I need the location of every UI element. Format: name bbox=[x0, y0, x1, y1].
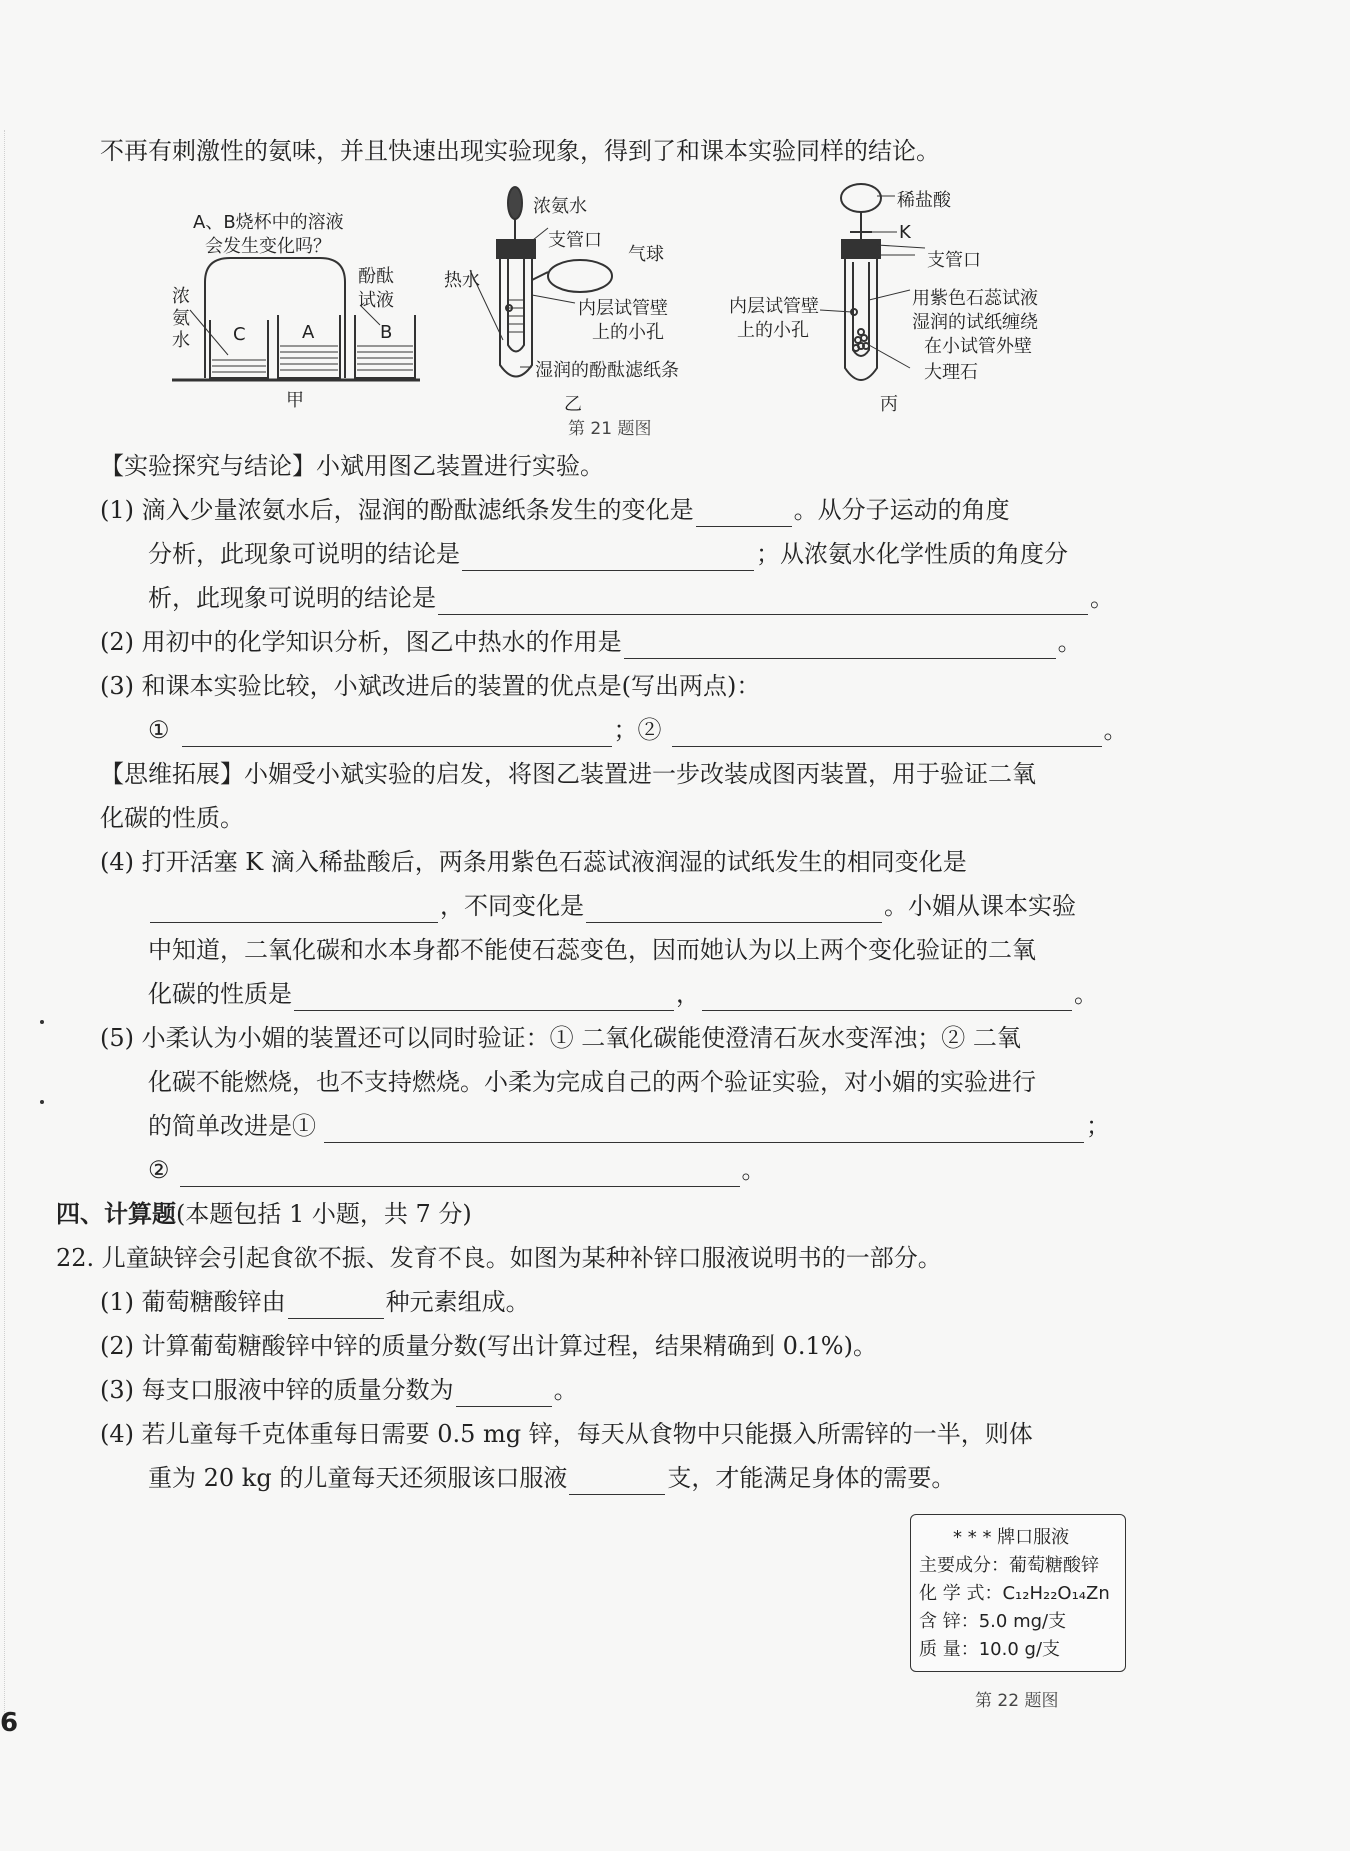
yi-label-balloon: 气球 bbox=[628, 244, 664, 265]
q3-line: (3) 和课本实验比较，小斌改进后的装置的优点是(写出两点)： bbox=[100, 672, 761, 700]
yi-label-ammonia: 浓氨水 bbox=[533, 196, 587, 217]
q22-blank-doses[interactable] bbox=[569, 1468, 665, 1495]
jia-question-line-1: A、B烧杯中的溶液 bbox=[193, 212, 344, 233]
bing-label-paper-1: 用紫色石蕊试液 bbox=[912, 288, 1038, 309]
q1-text-b: 分析，此现象可说明的结论是 bbox=[148, 540, 460, 568]
section-4-heading bbox=[56, 1197, 472, 1231]
section-4-note: (本题包括 1 小题，共 7 分) bbox=[176, 1200, 472, 1228]
q5-text-c: 的简单改进是① bbox=[148, 1112, 316, 1140]
jia-caption: 甲 bbox=[286, 390, 304, 411]
q2-line bbox=[100, 625, 1082, 659]
section-extend-line-2: 化碳的性质。 bbox=[100, 804, 244, 832]
oral-liquid-label bbox=[910, 1514, 1126, 1672]
q1-line-3 bbox=[148, 581, 1114, 615]
label-row-ingredient bbox=[919, 1551, 1099, 1577]
q5-blank-improvement-1[interactable] bbox=[324, 1116, 1084, 1143]
q22-p4-end: 支，才能满足身体的需要。 bbox=[667, 1464, 956, 1492]
q3-end: 。 bbox=[1103, 716, 1128, 744]
label-key-formula: 化 学 式： bbox=[919, 1583, 1003, 1604]
label-key-ingredient: 主要成分： bbox=[919, 1555, 1009, 1576]
bing-caption: 丙 bbox=[880, 394, 898, 415]
q5-line-1: (5) 小柔认为小媚的装置还可以同时验证：① 二氧化碳能使澄清石灰水变浑浊；② 二氧 bbox=[100, 1024, 1021, 1052]
q4-line-2 bbox=[148, 889, 1076, 923]
section-extend-title: 【思维拓展】 bbox=[100, 760, 244, 788]
beaker-c-label: C bbox=[233, 324, 246, 345]
q22-part-4-line-1: (4) 若儿童每千克体重每日需要 0.5 mg 锌，每天从食物中只能摄入所需锌的一半，则体 bbox=[100, 1420, 1033, 1448]
bing-label-k: K bbox=[899, 222, 911, 243]
label-key-zinc: 含 锌： bbox=[919, 1611, 979, 1632]
q22-part-4-line-2 bbox=[148, 1461, 955, 1495]
q1-line-1 bbox=[100, 493, 1010, 527]
label-val-formula: C₁₂H₂₂O₁₄Zn bbox=[1002, 1583, 1110, 1604]
figure-22-caption: 第 22 题图 bbox=[975, 1691, 1059, 1711]
q4-line-4 bbox=[148, 977, 1098, 1011]
jia-label-phenol-2: 试液 bbox=[358, 290, 394, 311]
label-key-mass: 质 量： bbox=[919, 1639, 979, 1660]
beaker-b-label: B bbox=[380, 322, 393, 343]
q3-blank-advantage-2[interactable] bbox=[672, 720, 1102, 747]
jia-label-nh3-1: 浓 bbox=[172, 286, 190, 307]
q5-text-d: ② bbox=[148, 1156, 170, 1184]
jia-question-line-2: 会发生变化吗？ bbox=[205, 236, 331, 257]
q1-text-a-end: 。从分子运动的角度 bbox=[793, 496, 1010, 524]
label-row-formula bbox=[919, 1579, 1110, 1605]
q5-text-d-end: 。 bbox=[741, 1156, 766, 1184]
jia-label-nh3-2: 氨 bbox=[172, 308, 190, 329]
q3-marker-1: ① bbox=[148, 716, 170, 744]
q4-blank-property-1[interactable] bbox=[294, 984, 674, 1011]
jia-label-nh3-3: 水 bbox=[172, 330, 190, 351]
q4-text-d-end: 。 bbox=[1074, 980, 1098, 1008]
section-explore-title: 【实验探究与结论】 bbox=[100, 452, 316, 480]
bing-label-paper-2: 湿润的试纸缠绕 bbox=[912, 312, 1038, 333]
q22-p3-text: (3) 每支口服液中锌的质量分数为 bbox=[100, 1376, 454, 1404]
q2-text: (2) 用初中的化学知识分析，图乙中热水的作用是 bbox=[100, 628, 622, 656]
q22-blank-elements[interactable] bbox=[288, 1292, 384, 1319]
label-row-zinc bbox=[919, 1607, 1066, 1633]
q4-text-mid: ，不同变化是 bbox=[440, 892, 584, 920]
bing-label-hole-1: 内层试管壁 bbox=[729, 296, 819, 317]
figure-21-caption: 第 21 题图 bbox=[568, 419, 652, 439]
q22-part-1 bbox=[100, 1285, 530, 1319]
jia-label-phenol-1: 酚酞 bbox=[358, 266, 394, 287]
yi-label-hole-1: 内层试管壁 bbox=[578, 298, 668, 319]
q1-line-2 bbox=[148, 537, 1068, 571]
bing-label-acid: 稀盐酸 bbox=[897, 190, 951, 211]
yi-caption: 乙 bbox=[564, 394, 582, 415]
page-number: 6 bbox=[0, 1708, 19, 1738]
yi-label-hotwater: 热水 bbox=[444, 270, 480, 291]
q22-blank-zinc-fraction[interactable] bbox=[456, 1380, 552, 1407]
section-explore-text: 小斌用图乙装置进行实验。 bbox=[316, 452, 604, 480]
q3-blank-advantage-1[interactable] bbox=[182, 720, 612, 747]
q5-blank-improvement-2[interactable] bbox=[180, 1160, 740, 1187]
bing-label-branch: 支管口 bbox=[927, 250, 981, 271]
q4-text-d: 化碳的性质是 bbox=[148, 980, 292, 1008]
q4-line-3: 中知道，二氧化碳和水本身都不能使石蕊变色，因而她认为以上两个变化验证的二氧 bbox=[148, 936, 1036, 964]
q1-text-c-end: 。 bbox=[1090, 584, 1114, 612]
label-val-zinc: 5.0 mg/支 bbox=[978, 1611, 1067, 1632]
q22-p4-text: 重为 20 kg 的儿童每天还须服该口服液 bbox=[148, 1464, 568, 1492]
section-explore bbox=[100, 449, 604, 483]
figure-bing-apparatus bbox=[820, 184, 925, 380]
q3-sep: ；② bbox=[613, 716, 662, 744]
q4-text-d-mid: ， bbox=[676, 980, 700, 1008]
q1-blank-chemical-conclusion[interactable] bbox=[438, 588, 1088, 615]
yi-label-branch: 支管口 bbox=[548, 230, 602, 251]
q1-text-c: 析，此现象可说明的结论是 bbox=[148, 584, 436, 612]
label-title: * * * 牌口服液 bbox=[953, 1527, 1070, 1548]
section-4-title: 四、计算题 bbox=[56, 1199, 176, 1228]
q5-line-2: 化碳不能燃烧，也不支持燃烧。小柔为完成自己的两个验证实验，对小媚的实验进行 bbox=[148, 1068, 1036, 1096]
q2-end: 。 bbox=[1057, 628, 1082, 656]
q5-line-4 bbox=[148, 1153, 766, 1187]
q4-blank-property-2[interactable] bbox=[702, 984, 1072, 1011]
q4-blank-same-change[interactable] bbox=[150, 896, 438, 923]
bing-label-hole-2: 上的小孔 bbox=[737, 320, 809, 341]
label-val-mass: 10.0 g/支 bbox=[978, 1639, 1061, 1660]
q1-blank-change[interactable] bbox=[696, 500, 792, 527]
section-extend bbox=[100, 757, 1036, 791]
label-row-mass bbox=[919, 1635, 1060, 1661]
q22-p1-text: (1) 葡萄糖酸锌由 bbox=[100, 1288, 286, 1316]
q1-text-a: (1) 滴入少量浓氨水后，湿润的酚酞滤纸条发生的变化是 bbox=[100, 496, 694, 524]
q1-blank-molecule-conclusion[interactable] bbox=[462, 544, 754, 571]
yi-label-strip: 湿润的酚酞滤纸条 bbox=[535, 360, 679, 381]
yi-label-hole-2: 上的小孔 bbox=[592, 322, 664, 343]
q4-blank-diff-change[interactable] bbox=[586, 896, 882, 923]
q1-text-b-end: ；从浓氨水化学性质的角度分 bbox=[756, 540, 1068, 568]
bing-label-paper-3: 在小试管外壁 bbox=[924, 336, 1032, 357]
margin-dot bbox=[40, 1100, 44, 1104]
q22-p3-end: 。 bbox=[553, 1376, 578, 1404]
q5-line-3 bbox=[148, 1109, 1110, 1143]
q2-blank-hotwater[interactable] bbox=[624, 632, 1056, 659]
beaker-a-label: A bbox=[302, 322, 315, 343]
q4-line-1: (4) 打开活塞 K 滴入稀盐酸后，两条用紫色石蕊试液润湿的试纸发生的相同变化是 bbox=[100, 848, 967, 876]
bing-label-marble: 大理石 bbox=[924, 362, 978, 383]
q4-text-b-end: 。小媚从课本实验 bbox=[884, 892, 1076, 920]
q5-text-c-end: ； bbox=[1086, 1112, 1110, 1140]
margin-dot bbox=[40, 1020, 44, 1024]
q22-stem: 22. 儿童缺锌会引起食欲不振、发育不良。如图为某种补锌口服液说明书的一部分。 bbox=[56, 1244, 942, 1272]
q22-p1-end: 种元素组成。 bbox=[385, 1288, 530, 1316]
q3-answers bbox=[148, 713, 1128, 747]
q22-part-3 bbox=[100, 1373, 578, 1407]
q22-part-2: (2) 计算葡萄糖酸锌中锌的质量分数(写出计算过程，结果精确到 0.1%)。 bbox=[100, 1332, 877, 1360]
label-val-ingredient: 葡萄糖酸锌 bbox=[1009, 1555, 1099, 1576]
section-extend-text: 小媚受小斌实验的启发，将图乙装置进一步改装成图丙装置，用于验证二氧 bbox=[244, 760, 1036, 788]
intro-line: 不再有刺激性的氨味，并且快速出现实验现象，得到了和课本实验同样的结论。 bbox=[100, 137, 940, 165]
